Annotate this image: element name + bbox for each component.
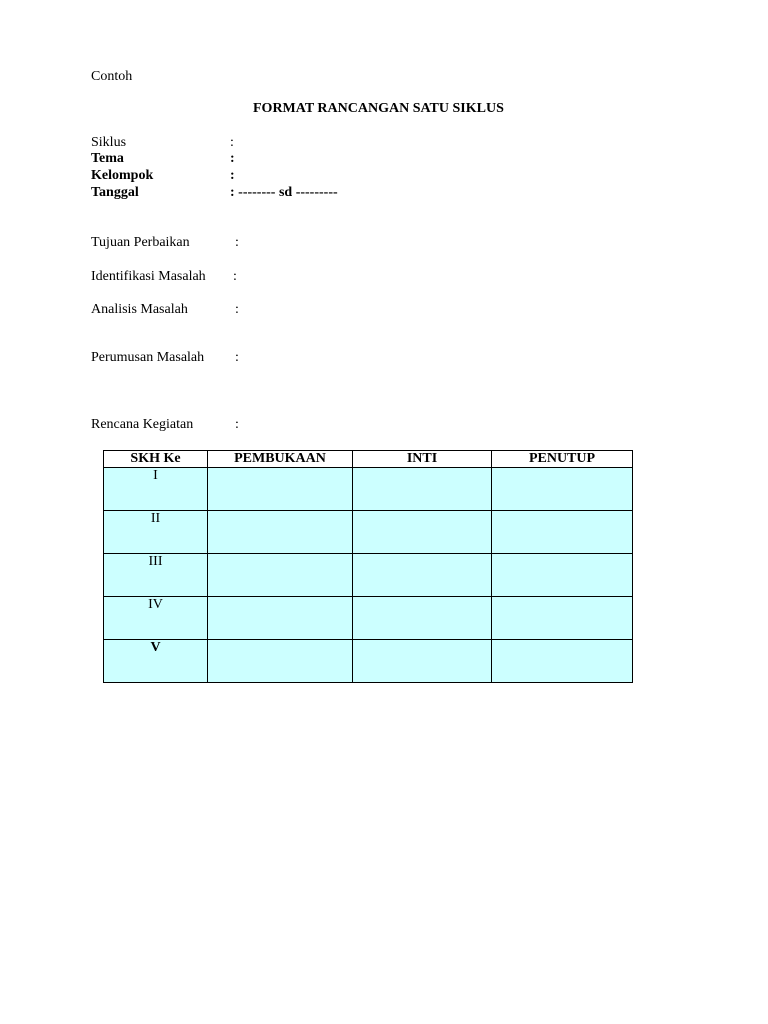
cell-pembukaan[interactable]: [208, 640, 353, 683]
field-siklus-value: :: [230, 135, 234, 150]
field-tanggal-label: Tanggal: [91, 185, 139, 200]
header-inti: INTI: [353, 451, 492, 468]
field-tanggal-value: : -------- sd ---------: [230, 185, 338, 200]
cell-inti[interactable]: [353, 511, 492, 554]
section-analisis-masalah: Analisis Masalah: [91, 302, 188, 317]
cell-penutup[interactable]: [492, 511, 633, 554]
example-label: Contoh: [91, 69, 133, 84]
table-row: [104, 554, 633, 597]
section-analisis-masalah-colon: :: [235, 302, 239, 317]
cell-inti[interactable]: [353, 597, 492, 640]
field-tema-value: :: [230, 151, 235, 166]
cell-pembukaan[interactable]: [208, 511, 353, 554]
section-perumusan-masalah-colon: :: [235, 350, 239, 365]
cell-inti[interactable]: [353, 640, 492, 683]
cell-penutup[interactable]: [492, 554, 633, 597]
table-row: [104, 468, 633, 511]
cell-penutup[interactable]: [492, 597, 633, 640]
section-identifikasi-masalah: Identifikasi Masalah: [91, 269, 206, 284]
section-rencana-kegiatan: Rencana Kegiatan: [91, 417, 194, 432]
field-kelompok-value: :: [230, 168, 235, 183]
header-penutup: PENUTUP: [492, 451, 633, 468]
section-tujuan-perbaikan: Tujuan Perbaikan: [91, 235, 190, 250]
section-tujuan-perbaikan-colon: :: [235, 235, 239, 250]
field-siklus-label: Siklus: [91, 135, 127, 150]
table-header-row: [104, 451, 633, 468]
field-tema-label: Tema: [91, 151, 124, 166]
cell-skh: V: [104, 640, 208, 683]
cell-skh: IV: [104, 597, 208, 640]
section-identifikasi-masalah-colon: :: [233, 269, 237, 284]
cell-pembukaan[interactable]: [208, 597, 353, 640]
header-skh-ke: SKH Ke: [104, 451, 208, 468]
cell-pembukaan[interactable]: [208, 468, 353, 511]
cell-penutup[interactable]: [492, 640, 633, 683]
cell-skh: I: [104, 468, 208, 511]
table-row: [104, 511, 633, 554]
cell-penutup[interactable]: [492, 468, 633, 511]
document-title: FORMAT RANCANGAN SATU SIKLUS: [253, 101, 504, 116]
activity-plan-table: [103, 450, 633, 683]
section-perumusan-masalah: Perumusan Masalah: [91, 350, 205, 365]
header-pembukaan: PEMBUKAAN: [208, 451, 353, 468]
cell-inti[interactable]: [353, 468, 492, 511]
table-row: [104, 597, 633, 640]
section-rencana-kegiatan-colon: :: [235, 417, 239, 432]
cell-inti[interactable]: [353, 554, 492, 597]
cell-pembukaan[interactable]: [208, 554, 353, 597]
cell-skh: III: [104, 554, 208, 597]
cell-skh: II: [104, 511, 208, 554]
field-kelompok-label: Kelompok: [91, 168, 154, 183]
table-row: [104, 640, 633, 683]
